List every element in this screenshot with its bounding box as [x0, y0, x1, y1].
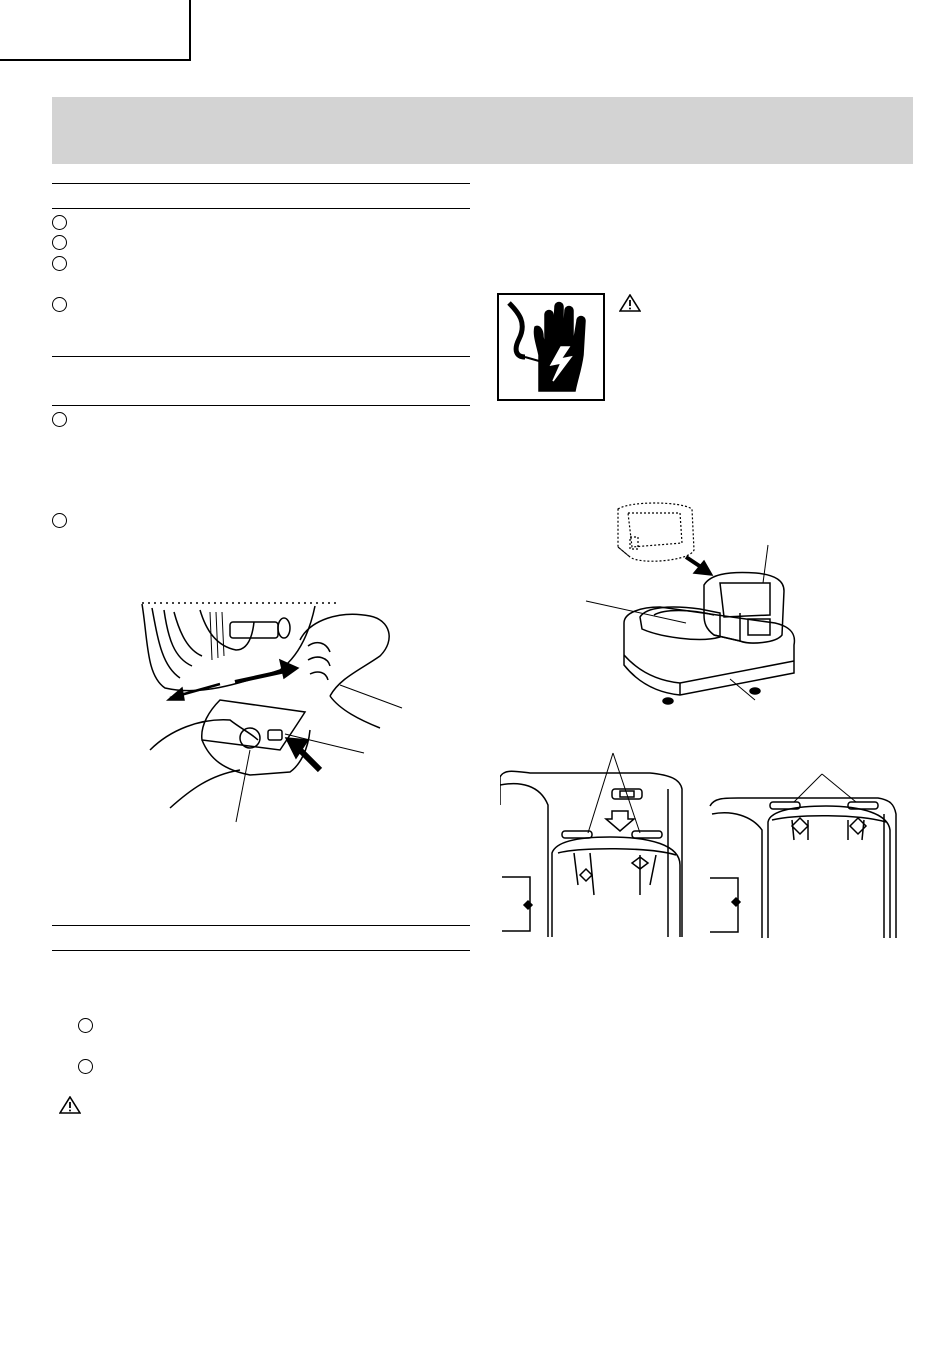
- step-marker-icon: [78, 1059, 93, 1074]
- alignment-before-figure: [500, 745, 690, 940]
- step-marker-icon: [52, 297, 67, 312]
- section-rule: [52, 183, 470, 184]
- section-rule: [52, 925, 470, 926]
- warning-triangle-icon: [619, 294, 641, 312]
- section-header-banner: [52, 97, 913, 164]
- step-marker-icon: [52, 513, 67, 528]
- step-marker-icon: [78, 1018, 93, 1033]
- section-rule: [52, 950, 470, 951]
- warning-triangle-icon: [59, 1096, 81, 1114]
- section-rule: [52, 208, 470, 209]
- charger-insert-figure: [580, 495, 810, 710]
- step-marker-icon: [52, 215, 67, 230]
- electric-shock-hazard-icon: [497, 293, 605, 401]
- battery-removal-figure: [140, 600, 410, 825]
- alignment-after-figure: [708, 770, 900, 940]
- page-corner-tab: [0, 0, 191, 61]
- step-marker-icon: [52, 412, 67, 427]
- step-marker-icon: [52, 256, 67, 271]
- step-marker-icon: [52, 235, 67, 250]
- section-rule: [52, 405, 470, 406]
- section-rule: [52, 356, 470, 357]
